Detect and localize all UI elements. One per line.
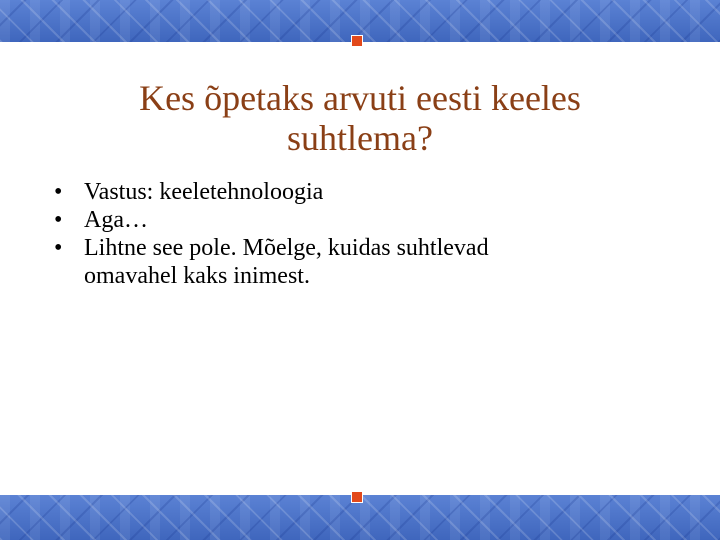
slide-title (60, 78, 660, 158)
bullet-dot-icon: • (54, 207, 63, 233)
bullet-item-2 (54, 206, 614, 234)
bullet-dot-icon: • (54, 235, 63, 261)
bullet-text-line-1: Lihtne see pole. Mõelge, kuidas suhtlevad (84, 235, 489, 261)
slide-title-line-1: Kes õpetaks arvuti eesti keeles (139, 78, 581, 118)
bullet-text: Aga… (84, 207, 148, 233)
bullet-text: Vastus: keeletehnoloogia (84, 179, 324, 205)
bullet-dot-icon: • (54, 179, 63, 205)
bullet-text-line-2: omavahel kaks inimest. (84, 263, 310, 289)
slide-title-line-2: suhtlema? (287, 118, 433, 158)
bullet-list (54, 178, 614, 290)
bullet-item-1 (54, 178, 614, 206)
bottom-orange-square-marker (351, 491, 363, 503)
bullet-item-3 (54, 234, 614, 290)
top-orange-square-marker (351, 35, 363, 47)
